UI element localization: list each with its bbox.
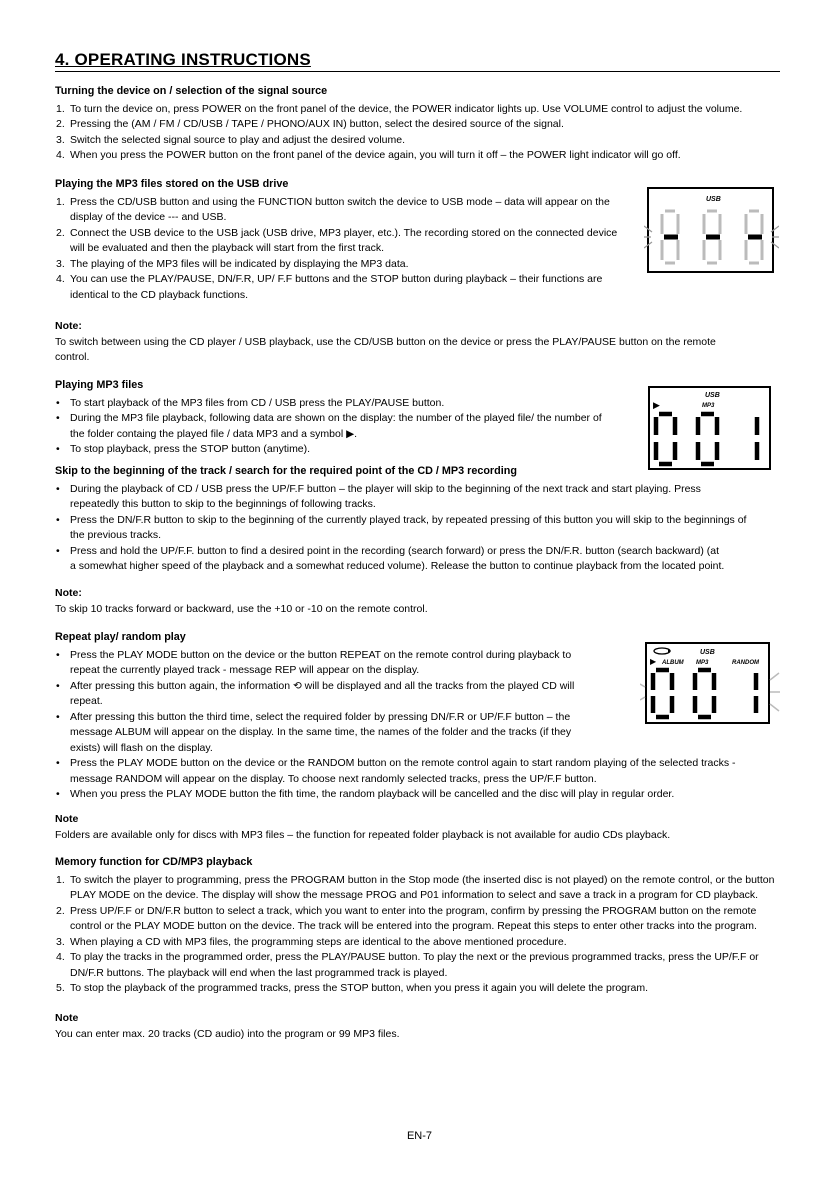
- list-item: [55, 102, 815, 118]
- list-marker: 1.: [56, 102, 65, 115]
- play-icon: ▶: [650, 657, 657, 666]
- section-memory-function: [55, 855, 825, 997]
- list-item: [55, 950, 825, 981]
- list-item-line: message ALBUM will appear on the display. In the same time, the names of the folder and the tracks (if they: [70, 726, 572, 738]
- list-item-line: control or the PLAY MODE button on the device. The track will be entered into the program. Repeat this steps to enter other tracks into the program.: [70, 920, 757, 932]
- list-item-line: repeat.: [70, 695, 103, 707]
- list-marker: •: [56, 482, 60, 495]
- list-item: [55, 873, 825, 904]
- section-title: Turning the device on / selection of the signal source: [55, 85, 328, 97]
- list-marker: 2.: [56, 226, 65, 239]
- list-item-line: PLAY MODE on the device. The display will show the message PROG and P01 information to select and save a track in a program for CD playback.: [70, 889, 759, 901]
- section-title: Skip to the beginning of the track / search for the required point of the CD / MP3 recording: [55, 465, 517, 477]
- list-item: [55, 411, 655, 442]
- note-folders: [55, 812, 815, 843]
- list-marker: 4.: [56, 951, 65, 963]
- list-item-line: When playing a CD with MP3 files, the programming steps are identical to the above mentioned procedure.: [70, 935, 567, 948]
- list-marker: 1.: [56, 873, 65, 886]
- list-item-line: During the playback of CD / USB press the UP/F.F button – the player will skip to the beginning of the next track and start playing. Press: [70, 482, 701, 495]
- lcd-display-mp3: [647, 385, 772, 471]
- list-item-line: To switch the player to programming, press the PROGRAM button in the Stop mode (the inserted disc is not played) on the remote control, or the button: [70, 873, 775, 886]
- list-item-line: To stop playback, press the STOP button (anytime).: [70, 443, 311, 455]
- list-item-line: DN/F.R buttons. The playback will end when the last programmed track is played.: [70, 966, 448, 979]
- list-item: [55, 442, 655, 458]
- list-item: [55, 482, 825, 513]
- numbered-list: [55, 195, 635, 304]
- page-heading: [55, 50, 780, 72]
- list-marker: •: [56, 412, 60, 424]
- list-item-line: Press and hold the UP/F.F. button to find a desired point in the recording (search forward) or press the DN/F.R. button (search backward) (at: [70, 544, 719, 557]
- list-item-line: the previous tracks.: [70, 529, 162, 541]
- list-item: [55, 272, 635, 303]
- list-item-line: Press the CD/USB button and using the FUNCTION button switch the device to USB mode – data will appear on the: [70, 195, 610, 208]
- note-title: Note:: [55, 320, 82, 332]
- text-line: To switch between using the CD player / USB playback, use the CD/USB button on the device or press the PLAY/PAUSE button on the remote: [55, 335, 716, 348]
- list-marker: 3.: [56, 257, 65, 270]
- lcd-usb-label: USB: [705, 392, 720, 399]
- lcd-mp3-label: MP3: [702, 403, 715, 409]
- list-item-line: When you press the POWER button on the front panel of the device again, you will turn it off – the POWER light indicator will go off.: [70, 149, 681, 161]
- list-item-line: After pressing this button the third time, select the required folder by pressing DN/F.R or UP/F.F button – the: [70, 710, 571, 723]
- lcd-random-label: RANDOM: [732, 660, 759, 666]
- list-marker: 3.: [56, 133, 65, 146]
- list-item: [55, 981, 825, 997]
- numbered-list: [55, 102, 815, 164]
- list-marker: •: [56, 788, 60, 800]
- section-skip-search: [55, 464, 825, 575]
- lcd-mp3-label: MP3: [696, 660, 709, 666]
- lcd-usb-label: USB: [706, 196, 721, 203]
- list-marker: •: [56, 443, 60, 455]
- text-line: You can enter max. 20 tracks (CD audio) into the program or 99 MP3 files.: [55, 1027, 400, 1040]
- numbered-list: [55, 873, 825, 997]
- list-item-line: To stop the playback of the programmed tracks, press the STOP button, when you press it again you will delete the program.: [70, 982, 649, 994]
- lcd-display-usb: [644, 184, 779, 276]
- list-item-line: To play the tracks in the programmed order, press the PLAY/PAUSE button. To play the next or the previous programmed tracks, press the UP/F.F or: [70, 951, 759, 963]
- section-playing-mp3: [55, 378, 655, 458]
- list-item: [55, 787, 815, 803]
- bullet-list: [55, 482, 825, 575]
- list-marker: •: [56, 710, 60, 723]
- note-body: [55, 1027, 815, 1043]
- list-item: [55, 756, 815, 787]
- list-item: [55, 257, 635, 273]
- list-marker: 1.: [56, 195, 65, 208]
- list-item-line: will be evaluated and then the playback will start from the first track.: [70, 242, 384, 254]
- list-item-line: Pressing the (AM / FM / CD/USB / TAPE / PHONO/AUX IN) button, select the desired source of the signal.: [70, 118, 564, 130]
- list-item: [55, 544, 825, 575]
- list-item-line: repeatedly this button to skip to the beginnings of following tracks.: [70, 498, 376, 510]
- list-item-line: Press the PLAY MODE button on the device or the RANDOM button on the remote control again to start random playing of the selected tracks -: [70, 757, 736, 769]
- section-title: Memory function for CD/MP3 playback: [55, 856, 253, 868]
- note-program-max: [55, 1011, 815, 1042]
- list-item-line: repeat the currently played track - message REP will appear on the display.: [70, 664, 420, 676]
- list-marker: •: [56, 679, 60, 692]
- list-item-line: identical to the CD playback functions.: [70, 288, 249, 301]
- list-item: [55, 904, 825, 935]
- note-body: [55, 335, 815, 366]
- list-item: [55, 148, 815, 164]
- note-skip-10: [55, 586, 815, 617]
- page-number: EN-7: [406, 1130, 433, 1142]
- list-item: [55, 396, 655, 412]
- lcd-display-random: [640, 640, 785, 726]
- list-marker: 2.: [56, 904, 65, 917]
- note-body: [55, 828, 815, 844]
- list-item-line: The playing of the MP3 files will be indicated by displaying the MP3 data.: [70, 257, 409, 270]
- section-title: Playing MP3 files: [55, 379, 144, 391]
- list-item-line: When you press the PLAY MODE button the fith time, the random playback will be cancelled and the disc will play in regular order.: [70, 788, 675, 800]
- list-marker: •: [56, 757, 60, 769]
- list-item-line: During the MP3 file playback, following data are shown on the display: the number of the played file/ the number of: [70, 412, 602, 424]
- list-item: [55, 117, 815, 133]
- list-marker: 4.: [56, 149, 65, 161]
- list-item: [55, 195, 635, 226]
- list-marker: •: [56, 513, 60, 526]
- note-cd-usb: [55, 319, 815, 366]
- list-item-line: Switch the selected signal source to play and adjust the desired volume.: [70, 133, 406, 146]
- text-line: control.: [55, 351, 90, 363]
- section-title: Repeat play/ random play: [55, 631, 186, 643]
- text-line: To skip 10 tracks forward or backward, use the +10 or -10 on the remote control.: [55, 602, 428, 615]
- list-item-line: Press UP/F.F or DN/F.R button to select a track, which you want to enter into the program, confirm by pressing the PROGRAM button on the remote: [70, 904, 757, 917]
- list-item-line: To turn the device on, press POWER on the front panel of the device, the POWER indicator lights up. Use VOLUME control to adjust the volume.: [70, 102, 743, 115]
- list-item-line: exists) will flash on the display.: [70, 741, 213, 754]
- list-item-line: You can use the PLAY/PAUSE, DN/F.R, UP/ F.F buttons and the STOP button during playback – their functions are: [70, 273, 603, 285]
- list-marker: 2.: [56, 118, 65, 130]
- heading-text: 4. OPERATING INSTRUCTIONS: [55, 50, 311, 69]
- list-marker: 4.: [56, 273, 65, 285]
- list-item-line: To start playback of the MP3 files from CD / USB press the PLAY/PAUSE button.: [70, 396, 445, 409]
- list-item-line: the folder containg the played file / data MP3 and a symbol ▶.: [70, 427, 358, 440]
- list-item: [55, 513, 825, 544]
- list-marker: 3.: [56, 935, 65, 948]
- list-item-line: Press the PLAY MODE button on the device or the button REPEAT on the remote control during playback to: [70, 648, 572, 661]
- list-item-line: a somewhat higher speed of the playback and a somewhat reduced volume). Release the button to continue playback from the located point.: [70, 560, 725, 572]
- note-body: [55, 602, 815, 618]
- list-item-line: message RANDOM will appear on the display. To choose next randomly selected tracks, press the UP/F.F button.: [70, 772, 597, 785]
- list-item-line: display of the device --- and USB.: [70, 211, 227, 223]
- list-marker: •: [56, 648, 60, 661]
- text-line: Folders are available only for discs with MP3 files – the function for repeated folder playback is not available for audio CDs playback.: [55, 828, 671, 841]
- section-signal-source: [55, 84, 815, 164]
- list-item: [55, 935, 825, 951]
- list-item-line: After pressing this button again, the information ⟲ will be displayed and all the tracks from the played CD will: [70, 679, 575, 692]
- play-icon: ▶: [653, 401, 660, 411]
- list-item: [55, 133, 815, 149]
- note-title: Note:: [55, 587, 82, 599]
- list-item: [55, 226, 635, 257]
- lcd-album-label: ALBUM: [662, 660, 684, 666]
- list-item-line: Press the DN/F.R button to skip to the beginning of the currently played track, by repeated pressing of this button you will skip to the beginnings of: [70, 513, 747, 526]
- list-marker: •: [56, 396, 60, 409]
- list-item-line: Connect the USB device to the USB jack (USB drive, MP3 player, etc.). The recording stored on the connected device: [70, 226, 618, 239]
- section-title: Playing the MP3 files stored on the USB drive: [55, 178, 289, 190]
- heading-rule: [55, 71, 780, 72]
- section-usb-playback: [55, 177, 635, 303]
- note-title: Note: [55, 1012, 79, 1024]
- list-marker: •: [56, 544, 60, 557]
- lcd-usb-label: USB: [700, 649, 715, 656]
- note-title: Note: [55, 813, 79, 825]
- bullet-list: [55, 396, 655, 458]
- list-marker: 5.: [56, 982, 65, 994]
